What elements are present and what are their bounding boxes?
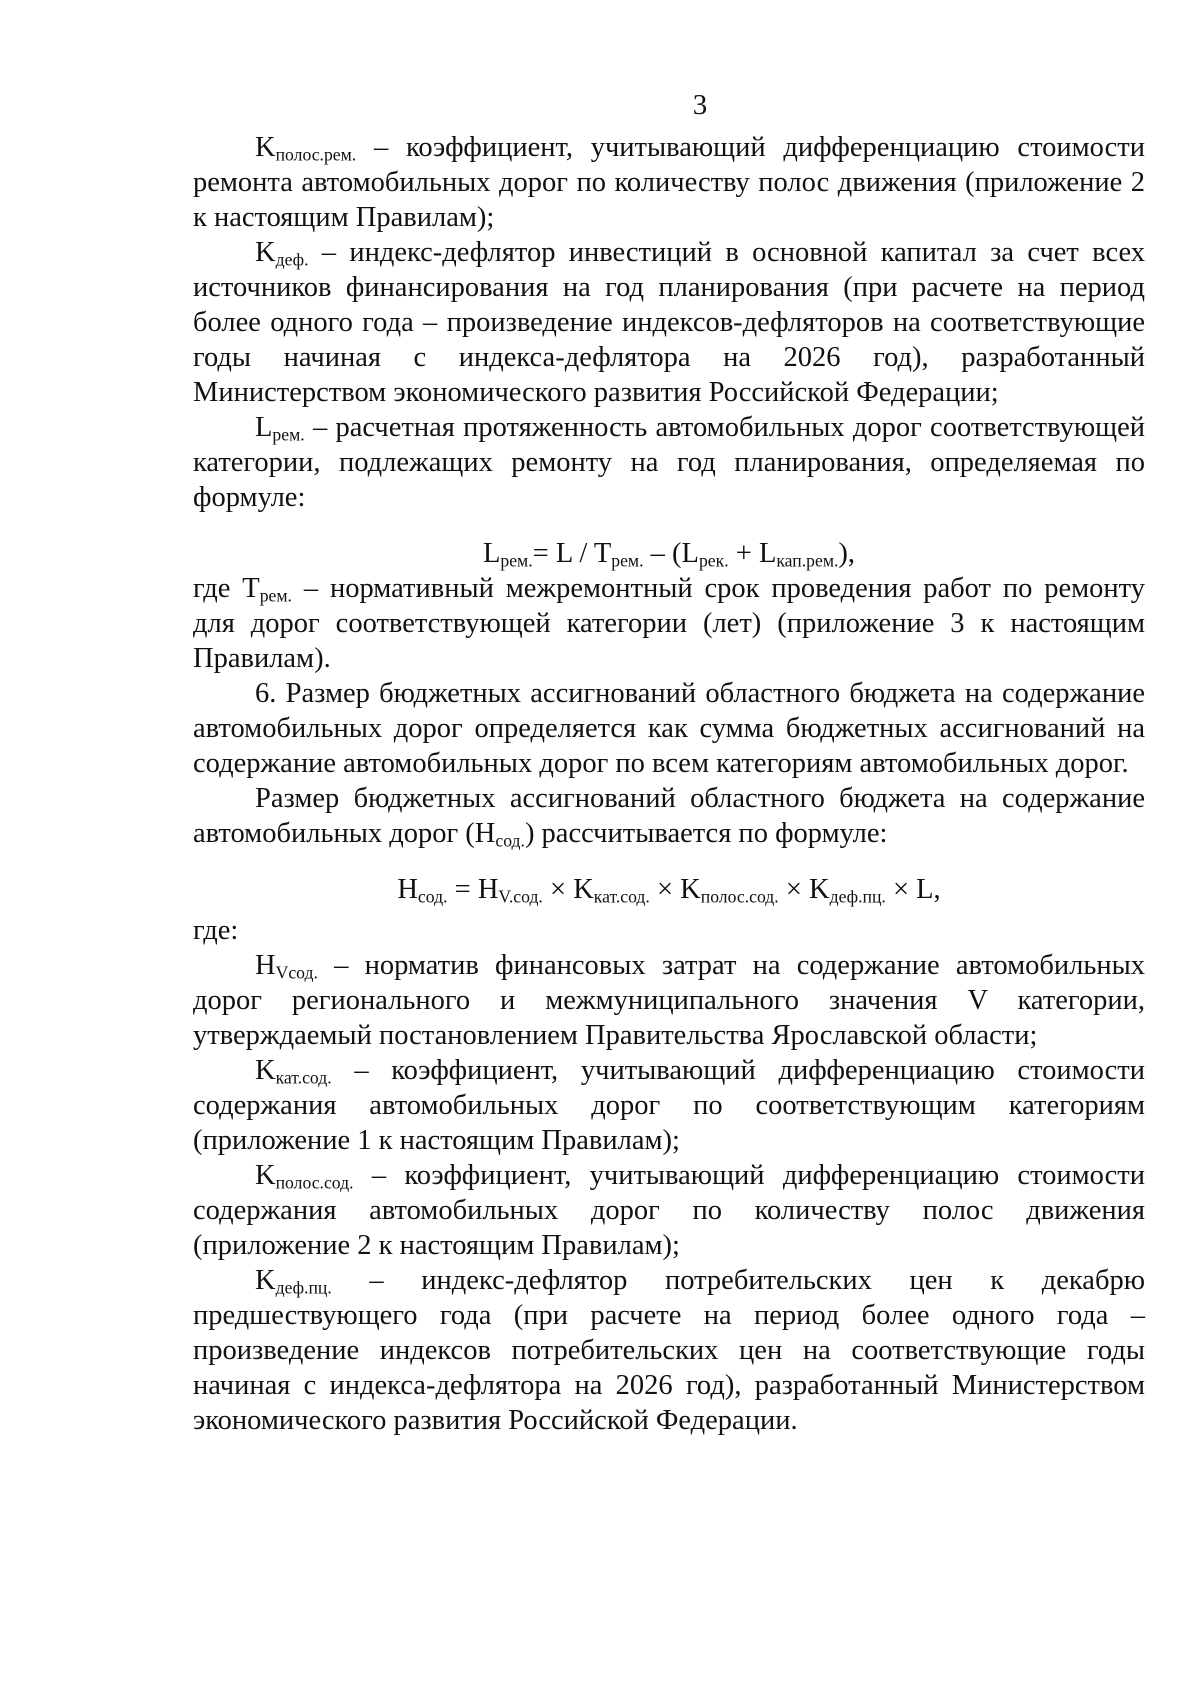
formula-operator: – (	[643, 538, 682, 569]
formula-term: L	[482, 538, 501, 569]
definition-text: – коэффициент, учитывающий дифференциацию стоимости содержания автомобильных дорог по соответствующим категориям (приложение 1 к настоящим Правилам);	[193, 1055, 1145, 1156]
definition-k-def-pc	[193, 1263, 1145, 1438]
symbol-k-kat-sod	[255, 1055, 332, 1086]
definition-text: – нормативный межремонтный срок проведения работ по ремонту для дорог соответствующей категории (лет) (приложение 3 к настоящим Правилам).	[193, 573, 1146, 674]
definition-text: – коэффициент, учитывающий дифференциацию стоимости содержания автомобильных дорог по количеству полос движения (приложение 2 к настоящим Правилам);	[193, 1160, 1145, 1261]
formula-h-sod	[193, 872, 1145, 907]
formula-operator: =	[447, 874, 478, 905]
definition-l-rem	[193, 410, 1145, 515]
formula-term: Н	[397, 874, 418, 905]
formula-term: K	[680, 874, 701, 905]
formula-l-rem	[193, 536, 1145, 571]
formula-operator: ×	[649, 874, 681, 905]
symbol-k-polos-rem	[255, 132, 356, 163]
where-label: где:	[193, 915, 239, 946]
formula-term: L	[758, 538, 777, 569]
paragraph-text: Размер бюджетных ассигнований областного бюджета на содержание автомобильных дорог (	[193, 783, 1145, 849]
formula-operator: ),	[838, 538, 856, 569]
symbol-k-def-pc	[255, 1265, 332, 1296]
formula-term: K	[809, 874, 830, 905]
symbol-subscript: полос.рем.	[275, 144, 357, 165]
where-prefix: где	[193, 573, 243, 604]
paragraph-text: ) рассчитывается по формуле:	[524, 818, 888, 849]
document-body	[193, 130, 1145, 1438]
section-6-formula-intro	[193, 781, 1145, 851]
symbol-subscript: деф.	[275, 249, 309, 270]
inline-term: Н	[474, 818, 496, 849]
formula-term: K	[573, 874, 594, 905]
definition-text: – расчетная протяженность автомобильных дорог соответствующей категории, подлежащих ремонту на год планирования, определяемая по формуле:	[193, 412, 1145, 513]
definition-text: – коэффициент, учитывающий дифференциацию стоимости ремонта автомобильных дорог по количеству полос движения (приложение 2 к настоящим Правилам);	[193, 132, 1145, 233]
formula-subscript: V.сод.	[498, 886, 543, 907]
formula-term: L	[681, 538, 699, 569]
definition-k-kat-sod	[193, 1053, 1145, 1158]
formula-subscript: деф.пц.	[829, 886, 886, 907]
definition-text: – индекс-дефлятор потребительских цен к декабрю предшествующего года (при расчете на период более одного года – произведение индексов потребительских цен на соответствующие годы начиная с индекса-дефлятора на 2026 год), разработанный Министерством экономического развития Российской Федерации.	[193, 1265, 1145, 1436]
symbol-letter: L	[255, 412, 273, 443]
symbol-letter: K	[255, 1160, 276, 1191]
symbol-letter: T	[242, 573, 260, 604]
formula-subscript: рем.	[500, 550, 533, 571]
formula-subscript: полос.сод.	[700, 886, 779, 907]
definition-t-rem	[193, 571, 1145, 676]
definition-hv-sod	[193, 948, 1145, 1053]
symbol-letter: Н	[255, 950, 276, 981]
formula-operator: = L /	[532, 538, 594, 569]
symbol-hv-sod	[255, 950, 318, 981]
definition-k-def	[193, 235, 1145, 410]
symbol-letter: K	[255, 132, 276, 163]
symbol-letter: K	[255, 237, 276, 268]
symbol-subscript: рем.	[259, 585, 292, 606]
symbol-subscript: полос.сод.	[275, 1172, 354, 1193]
symbol-subscript: Vсод.	[275, 962, 318, 983]
formula-operator: × L,	[885, 874, 941, 905]
symbol-subscript: кат.сод.	[275, 1067, 332, 1088]
formula-subscript: сод.	[417, 886, 448, 907]
formula-operator: ×	[778, 874, 810, 905]
symbol-k-def	[255, 237, 308, 268]
definition-k-polos-sod	[193, 1158, 1145, 1263]
section-6-paragraph: 6. Размер бюджетных ассигнований областного бюджета на содержание автомобильных дорог определяется как сумма бюджетных ассигнований на содержание автомобильных дорог по всем категориям автомобильных дорог.	[193, 678, 1145, 779]
inline-subscript: сод.	[495, 830, 525, 851]
definition-text: – норматив финансовых затрат на содержание автомобильных дорог регионального и межмуниципального значения V категории, утверждаемый постановлением Правительства Ярославской области;	[193, 950, 1145, 1051]
formula-operator: ×	[542, 874, 574, 905]
formula-term: Н	[477, 874, 499, 905]
definition-text: – индекс-дефлятор инвестиций в основной капитал за счет всех источников финансирования на год планирования (при расчете на период более одного года – произведение индексов-дефляторов на соответствующие годы начиная с индекса-дефлятора на 2026 год), разработанный Министерством экономического развития Российской Федерации;	[193, 237, 1145, 408]
symbol-t-rem	[242, 573, 292, 604]
formula-subscript: рем.	[611, 550, 644, 571]
formula-subscript: кат.сод.	[593, 886, 650, 907]
symbol-letter: K	[255, 1055, 276, 1086]
symbol-k-polos-sod	[255, 1160, 354, 1191]
formula-subscript: кап.рем.	[776, 550, 839, 571]
formula-term: T	[593, 538, 612, 569]
symbol-subscript: рем.	[272, 424, 305, 445]
symbol-subscript: деф.пц.	[275, 1277, 332, 1298]
page-number: 3	[692, 89, 708, 121]
symbol-letter: K	[255, 1265, 276, 1296]
symbol-l-rem	[255, 412, 305, 443]
formula-operator: +	[728, 538, 759, 569]
formula-subscript: рек.	[698, 550, 729, 571]
definition-k-polos-rem	[193, 130, 1145, 235]
